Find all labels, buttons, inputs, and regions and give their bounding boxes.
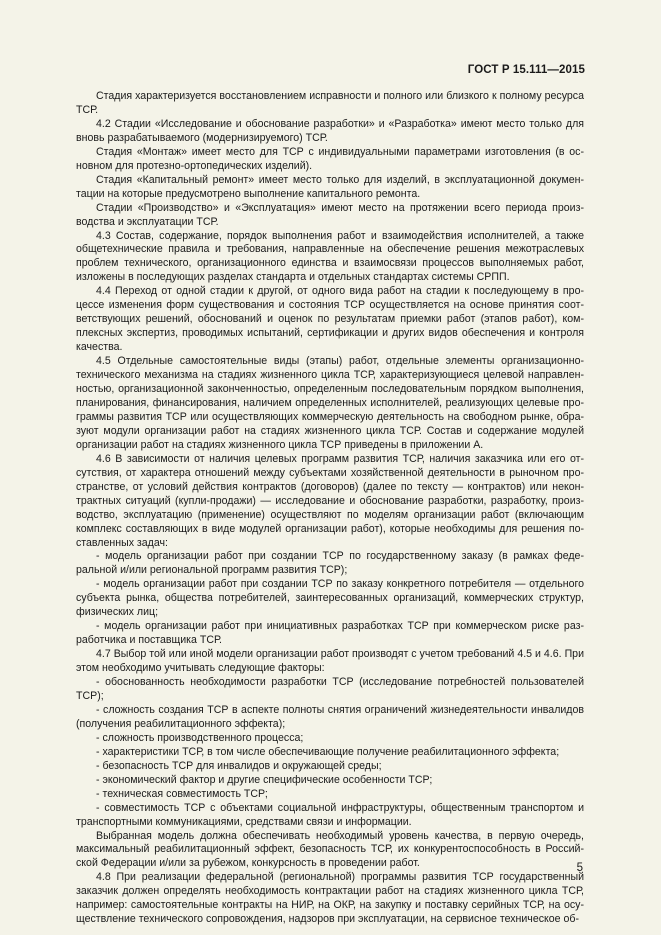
paragraph: - экономический фактор и другие специфические особенности ТСР; xyxy=(96,773,433,786)
document-code-header: ГОСТ Р 15.111—2015 xyxy=(467,64,585,76)
paragraph: - модель организации работ при создании ТСР по заказу конкретного потребителя — отдельного субъекта рынка, общества потребителей, заинтересованных организаций, коммерческих структур, физических лиц; xyxy=(76,578,584,619)
paragraph: - модель организации работ при создании ТСР по государственному заказу (в рамках федеральной и/или региональной программ развития ТСР); xyxy=(76,550,584,577)
paragraph: 4.3 Состав, содержание, порядок выполнения работ и взаимодействия исполнителей, а также общетехнические правила и требования, направленные на обеспечение решения межотраслевых проблем технического, организационного единства и взаимосвязи процессов выполняемых работ, изложены в последующих разделах стандарта и отдельных стандартах системы СРПП. xyxy=(76,229,584,284)
paragraph: - характеристики ТСР, в том числе обеспечивающие получение реабилитационного эффекта; xyxy=(96,745,560,758)
paragraph: 4.8 При реализации федеральной (региональной) программы развития ТСР государственный заказчик должен определять необходимость контрактации работ на стадиях жизненного цикла ТСР, например: самостоятельные контракты на НИР, на ОКР, на закупку и поставку серийных ТСР, на осуществление технического сопровождения, надзоров при эксплуатации, на сервисное техническое об- xyxy=(76,871,584,926)
paragraph: - совместимость ТСР с объектами социальной инфраструктуры, общественным транспортом и транспортными коммуникациями, средствами связи и информации. xyxy=(76,801,584,828)
paragraph: 4.2 Стадии «Исследование и обоснование разработки» и «Разработка» имеют место только для вновь разрабатываемого (модернизируемого) ТСР. xyxy=(76,117,584,144)
body-text xyxy=(76,90,584,927)
paragraph: Стадии «Производство» и «Эксплуатация» имеют место на протяжении всего периода производства и эксплуатации ТСР. xyxy=(76,201,584,228)
paragraph: Стадия «Монтаж» имеет место для ТСР с индивидуальными параметрами изготовления (в основном для протезно-ортопедических изделий). xyxy=(76,145,584,172)
paragraph: - модель организации работ при инициативных разработках ТСР при коммерческом риске разработчика и поставщика ТСР. xyxy=(76,620,584,647)
paragraph: - сложность создания ТСР в аспекте полноты снятия ограничений жизнедеятельности инвалидов (получения реабилитационного эффекта); xyxy=(76,703,584,730)
paragraph: - обоснованность необходимости разработки ТСР (исследование потребностей пользователей ТСР); xyxy=(76,676,584,702)
paragraph: Стадия характеризуется восстановлением исправности и полного или близкого к полному ресурса ТСР. xyxy=(76,90,584,116)
paragraph: - сложность производственного процесса; xyxy=(96,731,304,744)
page-number: 5 xyxy=(576,862,583,874)
paragraph: 4.5 Отдельные самостоятельные виды (этапы) работ, отдельные элементы организационно-технического механизма на стадиях жизненного цикла ТСР, характеризующиеся целевой направленностью, организационной законченностью, определенным последовательным порядком выполнения, планирования, финансирования, наличием определенных исполнителей, реализующих целевые программы развития ТСР или осуществляющих коммерческую деятельность на свободном рынке, образуют модули организации работ на стадиях жизненного цикла ТСР. Состав и содержание модулей организации работ на стадиях жизненного цикла ТСР приведены в приложении А. xyxy=(76,355,584,451)
paragraph: Стадия «Капитальный ремонт» имеет место только для изделий, в эксплуатационной документации на которые предусмотрено выполнение капитального ремонта. xyxy=(76,173,584,200)
paragraph: 4.6 В зависимости от наличия целевых программ развития ТСР, наличия заказчика или его отсутствия, от характера отношений между субъектами хозяйственной деятельности в рыночном пространстве, от условий действия контрактов (договоров) (далее по тексту — контрактов) или неконтрактных ситуаций (купли-продажи) — исследование и обоснование разработки, разработку, производство, эксплуатацию (применение) осуществляют по моделям организации работ (включающим комплекс составляющих в виде модулей организации работ), которые необходимы для решения поставленных задач: xyxy=(76,452,584,549)
paragraph: - безопасность ТСР для инвалидов и окружающей среды; xyxy=(96,759,382,772)
paragraph: - техническая совместимость ТСР; xyxy=(96,787,268,800)
paragraph: Выбранная модель должна обеспечивать необходимый уровень качества, в первую очередь, максимальный реабилитационный эффект, безопасность ТСР, их конкурентоспособность в Российской Федерации и/или за рубежом, конкурсность в проведении работ. xyxy=(76,829,584,870)
paragraph: 4.7 Выбор той или иной модели организации работ производят с учетом требований 4.5 и 4.6. При этом необходимо учитывать следующие факторы: xyxy=(76,648,584,675)
paragraph: 4.4 Переход от одной стадии к другой, от одного вида работ на стадии к последующему в процессе изменения форм существования и состояния ТСР осуществляется на основе принятия соответствующих решений, обоснований и оценок по результатам приемки работ (этапов работ), комплексных экспертиз, проводимых испытаний, сертификации и других видов обеспечения и контроля качества. xyxy=(76,285,584,354)
